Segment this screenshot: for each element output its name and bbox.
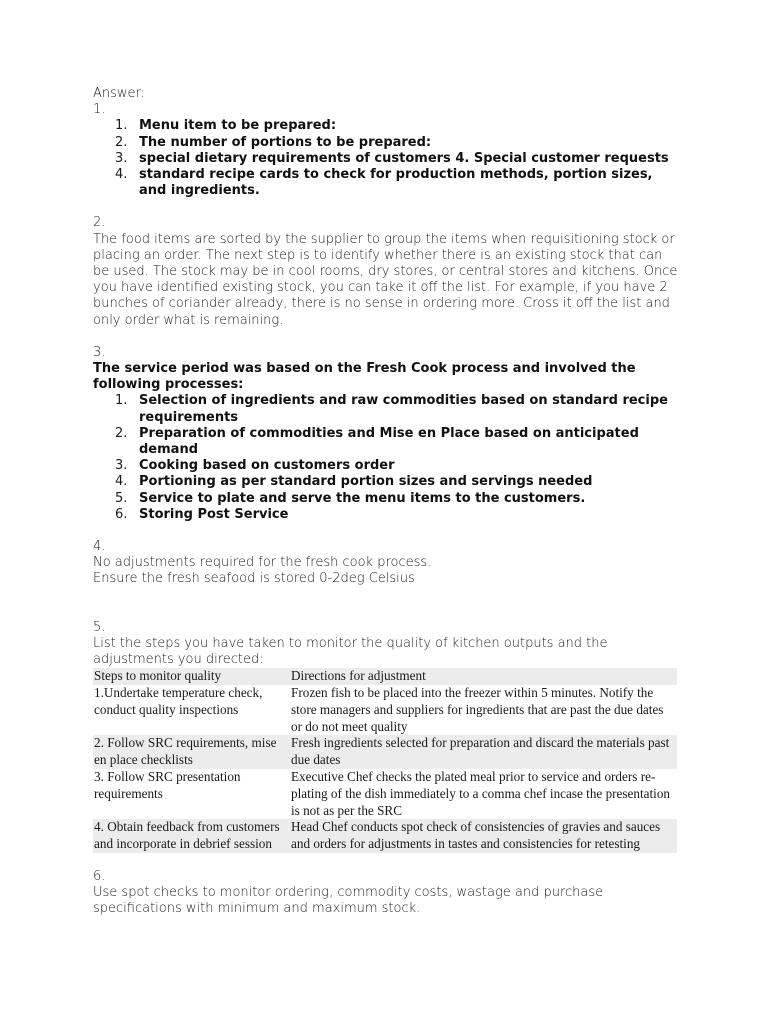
q3-item (93, 507, 678, 523)
q1-item-marker: 3. (115, 150, 128, 166)
q3-item-text: Selection of ingredients and raw commodities based on standard recipe requirements (139, 393, 668, 425)
adjustments-table (93, 668, 677, 853)
answer-label: Answer: (93, 86, 146, 101)
table-cell-direction: Fresh ingredients selected for preparation and discard the materials past due dates (291, 735, 677, 769)
q2-paragraph: The food items are sorted by the supplier to group the items when requisitioning stock or placing an order. The next step is to identify whether there is an existing stock that can be used. The stock may be in cool rooms, dry stores, or central stores and kitchens. Once you have identified existing stock, you can take it off the list. For example, if you have 2 bunches of coriander already, there is no sense in ordering more. Cross it off the list and only order what is remaining. (93, 231, 678, 328)
q3-item (93, 393, 678, 425)
q3-item-text: Preparation of commodities and Mise en Place based on anticipated demand (139, 425, 639, 458)
q1-item (93, 167, 678, 199)
q3-item-marker: 2. (115, 425, 128, 441)
q3-item (93, 474, 678, 490)
q1-item (93, 135, 678, 151)
q1-item-text: Menu item to be prepared: (139, 118, 337, 134)
q5-intro: List the steps you have taken to monitor the quality of kitchen outputs and the adjustments you directed: (93, 635, 608, 668)
q3-item (93, 491, 678, 507)
q6-number: 6. (93, 869, 106, 885)
q3-item (93, 426, 678, 458)
table-cell-direction: Head Chef conducts spot check of consistencies of gravies and sauces and orders for adjustments in tastes and consistencies for retesting (291, 819, 677, 853)
q1-item-marker: 4. (115, 167, 128, 183)
q1-item (93, 151, 678, 167)
table-row (93, 819, 677, 853)
table-row (93, 735, 677, 769)
q1-item-text: The number of portions to be prepared: (139, 134, 432, 150)
table-row (93, 769, 677, 819)
table-cell-direction: Frozen fish to be placed into the freezer within 5 minutes. Notify the store managers and suppliers for ingredients that are past the due dates or do not meet quality (291, 685, 677, 735)
table-header-cell: Directions for adjustment (291, 668, 677, 685)
table-cell-step: 4. Obtain feedback from customers and incorporate in debrief session (93, 819, 291, 853)
q6-paragraph: Use spot checks to monitor ordering, commodity costs, wastage and purchase specifications with minimum and maximum stock. (93, 885, 604, 917)
q4-line-1: No adjustments required for the fresh cook process. (93, 555, 432, 571)
table-row (93, 685, 677, 735)
q3-list (93, 393, 678, 523)
document-page (93, 86, 678, 918)
q3-item-marker: 4. (115, 474, 128, 490)
q5-number: 5. (93, 619, 106, 635)
q1-item-text: standard recipe cards to check for production methods, portion sizes, and ingredients. (139, 167, 653, 199)
q1-item-marker: 2. (115, 134, 128, 150)
q3-item-marker: 5. (115, 490, 128, 506)
q4-line-2: Ensure the fresh seafood is stored 0-2deg Celsius (93, 571, 415, 587)
q1-item (93, 118, 678, 134)
q3-item-marker: 6. (115, 506, 128, 522)
q4-number: 4. (93, 539, 106, 555)
q1-number: 1. (93, 102, 106, 118)
table-cell-step: 3. Follow SRC presentation requirements (93, 769, 291, 819)
q2-number: 2. (93, 215, 106, 231)
q3-item-text: Cooking based on customers order (139, 458, 395, 474)
q3-item-marker: 3. (115, 458, 128, 474)
q1-item-text: special dietary requirements of customers 4. Special customer requests (139, 150, 669, 166)
q3-item-text: Portioning as per standard portion sizes and servings needed (139, 474, 593, 490)
q1-item-marker: 1. (115, 118, 128, 134)
q3-item-text: Service to plate and serve the menu items to the customers. (139, 490, 586, 506)
table-cell-step: 1.Undertake temperature check, conduct quality inspections (93, 685, 291, 735)
q3-item-text: Storing Post Service (139, 506, 289, 522)
q3-item (93, 458, 678, 474)
q3-number: 3. (93, 344, 106, 360)
q3-item-marker: 1. (115, 393, 128, 409)
q3-intro: The service period was based on the Fresh Cook process and involved the following processes: (93, 361, 636, 393)
table-header-row (93, 668, 677, 685)
table-header-cell: Steps to monitor quality (93, 668, 291, 685)
table-cell-step: 2. Follow SRC requirements, mise en place checklists (93, 735, 291, 769)
table-cell-direction: Executive Chef checks the plated meal prior to service and orders re-plating of the dish immediately to a comma chef incase the presentation is not as per the SRC (291, 769, 677, 819)
q1-list (93, 118, 678, 199)
